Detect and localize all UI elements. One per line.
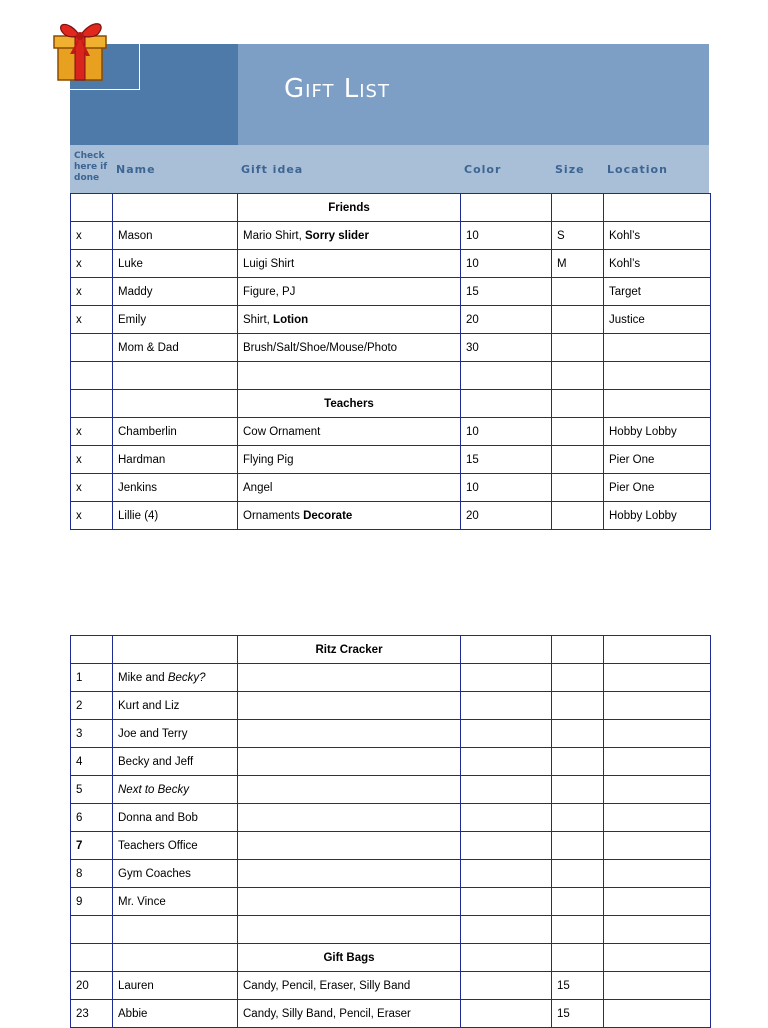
section-row-gift-bags (71, 944, 711, 972)
gift-cell (238, 306, 461, 334)
name-cell (113, 888, 238, 916)
gift-text: Angel (243, 481, 273, 494)
gift-bold-text: Lotion (273, 313, 309, 326)
header-check: Check here if done (74, 151, 108, 183)
color-cell: 10 (461, 474, 552, 502)
ritz-row (71, 776, 711, 804)
friend-row (71, 250, 711, 278)
empty-cell (461, 692, 552, 720)
teacher-row (71, 418, 711, 446)
header-gift-idea: Gift idea (241, 162, 304, 176)
blank-row (71, 362, 711, 390)
size-cell: S (552, 222, 604, 250)
gift-text: Luigi Shirt (243, 257, 295, 270)
friend-row (71, 278, 711, 306)
size-cell: 15 (552, 972, 604, 1000)
number-cell: 6 (71, 804, 113, 832)
empty-cell (552, 776, 604, 804)
empty-cell (461, 390, 552, 418)
empty-cell (552, 860, 604, 888)
gift-cell (238, 250, 461, 278)
gift-box-icon (50, 14, 112, 84)
empty-cell (238, 804, 461, 832)
empty-cell (552, 888, 604, 916)
name-text: Kurt and Liz (118, 699, 180, 712)
empty-cell (604, 972, 711, 1000)
done-check: x (71, 250, 113, 278)
empty-cell (461, 362, 552, 390)
name-cell (113, 776, 238, 804)
empty-cell (238, 916, 461, 944)
location-cell: Kohl’s (604, 222, 711, 250)
empty-cell (461, 720, 552, 748)
name-cell: Mason (113, 222, 238, 250)
empty-cell (71, 362, 113, 390)
location-cell: Target (604, 278, 711, 306)
gift-cell (238, 222, 461, 250)
gift-cell (238, 278, 461, 306)
done-check (71, 334, 113, 362)
gift-text: Ornaments (243, 509, 304, 522)
section-row-ritz (71, 636, 711, 664)
empty-cell (604, 720, 711, 748)
empty-cell (604, 636, 711, 664)
done-check: x (71, 446, 113, 474)
ritz-row (71, 832, 711, 860)
empty-cell (113, 944, 238, 972)
name-cell: Abbie (113, 1000, 238, 1028)
empty-cell (461, 194, 552, 222)
section-row-teachers (71, 390, 711, 418)
ritz-row (71, 720, 711, 748)
name-cell: Hardman (113, 446, 238, 474)
empty-cell (604, 776, 711, 804)
name-cell (113, 748, 238, 776)
name-cell: Chamberlin (113, 418, 238, 446)
color-cell: 20 (461, 306, 552, 334)
color-cell: 10 (461, 418, 552, 446)
empty-cell (461, 664, 552, 692)
number-cell: 9 (71, 888, 113, 916)
empty-cell (604, 362, 711, 390)
gift-cell (238, 446, 461, 474)
gift-cell (238, 502, 461, 530)
color-cell: 30 (461, 334, 552, 362)
empty-cell (552, 362, 604, 390)
empty-cell (238, 748, 461, 776)
empty-cell (604, 692, 711, 720)
name-text: Joe and Terry (118, 727, 188, 740)
gift-bag-row (71, 1000, 711, 1028)
empty-cell (461, 804, 552, 832)
empty-cell (552, 664, 604, 692)
number-cell: 7 (71, 832, 113, 860)
size-cell: 15 (552, 1000, 604, 1028)
gift-bold-text: Decorate (303, 509, 353, 522)
name-text: Mr. Vince (118, 895, 166, 908)
number-cell: 20 (71, 972, 113, 1000)
title-banner (70, 44, 709, 145)
size-cell (552, 418, 604, 446)
empty-cell (604, 888, 711, 916)
name-cell: Maddy (113, 278, 238, 306)
header-name: Name (116, 162, 156, 176)
color-cell: 15 (461, 278, 552, 306)
color-cell: 15 (461, 446, 552, 474)
empty-cell (238, 362, 461, 390)
name-cell: Jenkins (113, 474, 238, 502)
gift-text: Flying Pig (243, 453, 294, 466)
name-cell (113, 692, 238, 720)
gift-bold-text: Sorry slider (305, 229, 369, 242)
location-cell: Hobby Lobby (604, 418, 711, 446)
empty-cell (604, 944, 711, 972)
empty-cell (238, 720, 461, 748)
empty-cell (461, 860, 552, 888)
empty-cell (552, 944, 604, 972)
name-cell (113, 804, 238, 832)
name-cell: Emily (113, 306, 238, 334)
empty-cell (461, 636, 552, 664)
done-check: x (71, 418, 113, 446)
name-italic-text: Next to Becky (118, 783, 189, 796)
name-cell: Lauren (113, 972, 238, 1000)
gift-text: Cow Ornament (243, 425, 321, 438)
done-check: x (71, 474, 113, 502)
empty-cell (461, 748, 552, 776)
name-text: Mike and (118, 671, 168, 684)
location-cell: Pier One (604, 446, 711, 474)
empty-cell (238, 664, 461, 692)
empty-cell (238, 832, 461, 860)
empty-cell (71, 194, 113, 222)
teacher-row (71, 446, 711, 474)
empty-cell (461, 916, 552, 944)
gift-text: Brush/Salt/Shoe/Mouse/Photo (243, 341, 398, 354)
section-title: Ritz Cracker (238, 636, 461, 664)
gift-text: Mario Shirt, (243, 229, 305, 242)
empty-cell (604, 916, 711, 944)
name-text: Gym Coaches (118, 867, 191, 880)
gift-cell (238, 474, 461, 502)
done-check: x (71, 306, 113, 334)
empty-cell (604, 194, 711, 222)
name-cell (113, 832, 238, 860)
size-cell (552, 334, 604, 362)
gift-table (70, 193, 711, 530)
empty-cell (238, 776, 461, 804)
size-cell (552, 306, 604, 334)
gift-cell (238, 418, 461, 446)
size-cell (552, 502, 604, 530)
gift-cell: Candy, Silly Band, Pencil, Eraser (238, 1000, 461, 1028)
section-title: Gift Bags (238, 944, 461, 972)
number-cell: 2 (71, 692, 113, 720)
number-cell: 4 (71, 748, 113, 776)
empty-cell (113, 194, 238, 222)
friend-row (71, 222, 711, 250)
section-row-friends (71, 194, 711, 222)
color-cell: 10 (461, 250, 552, 278)
gift-cell: Candy, Pencil, Eraser, Silly Band (238, 972, 461, 1000)
ritz-row (71, 664, 711, 692)
gift-bag-row (71, 972, 711, 1000)
empty-cell (461, 888, 552, 916)
empty-cell (604, 832, 711, 860)
empty-cell (604, 1000, 711, 1028)
name-text: Teachers Office (118, 839, 198, 852)
ritz-row (71, 804, 711, 832)
empty-cell (113, 362, 238, 390)
empty-cell (552, 390, 604, 418)
empty-cell (238, 860, 461, 888)
blank-row (71, 916, 711, 944)
empty-cell (113, 390, 238, 418)
empty-cell (604, 860, 711, 888)
ritz-row (71, 888, 711, 916)
empty-cell (604, 390, 711, 418)
empty-cell (552, 194, 604, 222)
ritz-table (70, 635, 711, 1028)
name-text: Donna and Bob (118, 811, 198, 824)
gift-text: Shirt, (243, 313, 274, 326)
ritz-row (71, 860, 711, 888)
empty-cell (113, 636, 238, 664)
done-check: x (71, 502, 113, 530)
section-title: Teachers (238, 390, 461, 418)
empty-cell (71, 390, 113, 418)
header-location: Location (607, 162, 668, 176)
empty-cell (552, 804, 604, 832)
name-cell (113, 860, 238, 888)
ritz-row (71, 692, 711, 720)
empty-cell (552, 720, 604, 748)
number-cell: 8 (71, 860, 113, 888)
empty-cell (552, 692, 604, 720)
location-cell: Pier One (604, 474, 711, 502)
gift-text: Figure, PJ (243, 285, 296, 298)
empty-cell (552, 916, 604, 944)
header-size: Size (555, 162, 585, 176)
section-title: Friends (238, 194, 461, 222)
size-cell (552, 474, 604, 502)
column-header-bar (70, 145, 709, 193)
number-cell: 23 (71, 1000, 113, 1028)
name-cell (113, 720, 238, 748)
empty-cell (461, 944, 552, 972)
location-cell (604, 334, 711, 362)
empty-cell (552, 636, 604, 664)
empty-cell (604, 748, 711, 776)
size-cell: M (552, 250, 604, 278)
size-cell (552, 278, 604, 306)
empty-cell (552, 748, 604, 776)
name-cell: Luke (113, 250, 238, 278)
size-cell (552, 446, 604, 474)
done-check: x (71, 222, 113, 250)
location-cell: Kohl’s (604, 250, 711, 278)
number-cell: 5 (71, 776, 113, 804)
name-cell (113, 664, 238, 692)
name-cell: Lillie (4) (113, 502, 238, 530)
color-cell: 10 (461, 222, 552, 250)
name-cell: Mom & Dad (113, 334, 238, 362)
location-cell: Justice (604, 306, 711, 334)
empty-cell (238, 888, 461, 916)
empty-cell (71, 916, 113, 944)
location-cell: Hobby Lobby (604, 502, 711, 530)
name-text: Becky and Jeff (118, 755, 194, 768)
friend-row (71, 306, 711, 334)
empty-cell (461, 776, 552, 804)
teacher-row (71, 502, 711, 530)
empty-cell (71, 944, 113, 972)
empty-cell (238, 692, 461, 720)
number-cell: 1 (71, 664, 113, 692)
empty-cell (604, 804, 711, 832)
name-italic-text: Becky? (167, 671, 206, 684)
empty-cell (461, 832, 552, 860)
empty-cell (461, 972, 552, 1000)
empty-cell (552, 832, 604, 860)
gift-cell (238, 334, 461, 362)
number-cell: 3 (71, 720, 113, 748)
empty-cell (461, 1000, 552, 1028)
color-cell: 20 (461, 502, 552, 530)
empty-cell (71, 636, 113, 664)
done-check: x (71, 278, 113, 306)
empty-cell (113, 916, 238, 944)
header-color: Color (464, 162, 502, 176)
page-title: Gift List (284, 74, 390, 104)
empty-cell (604, 664, 711, 692)
friend-row (71, 334, 711, 362)
ritz-row (71, 748, 711, 776)
teacher-row (71, 474, 711, 502)
